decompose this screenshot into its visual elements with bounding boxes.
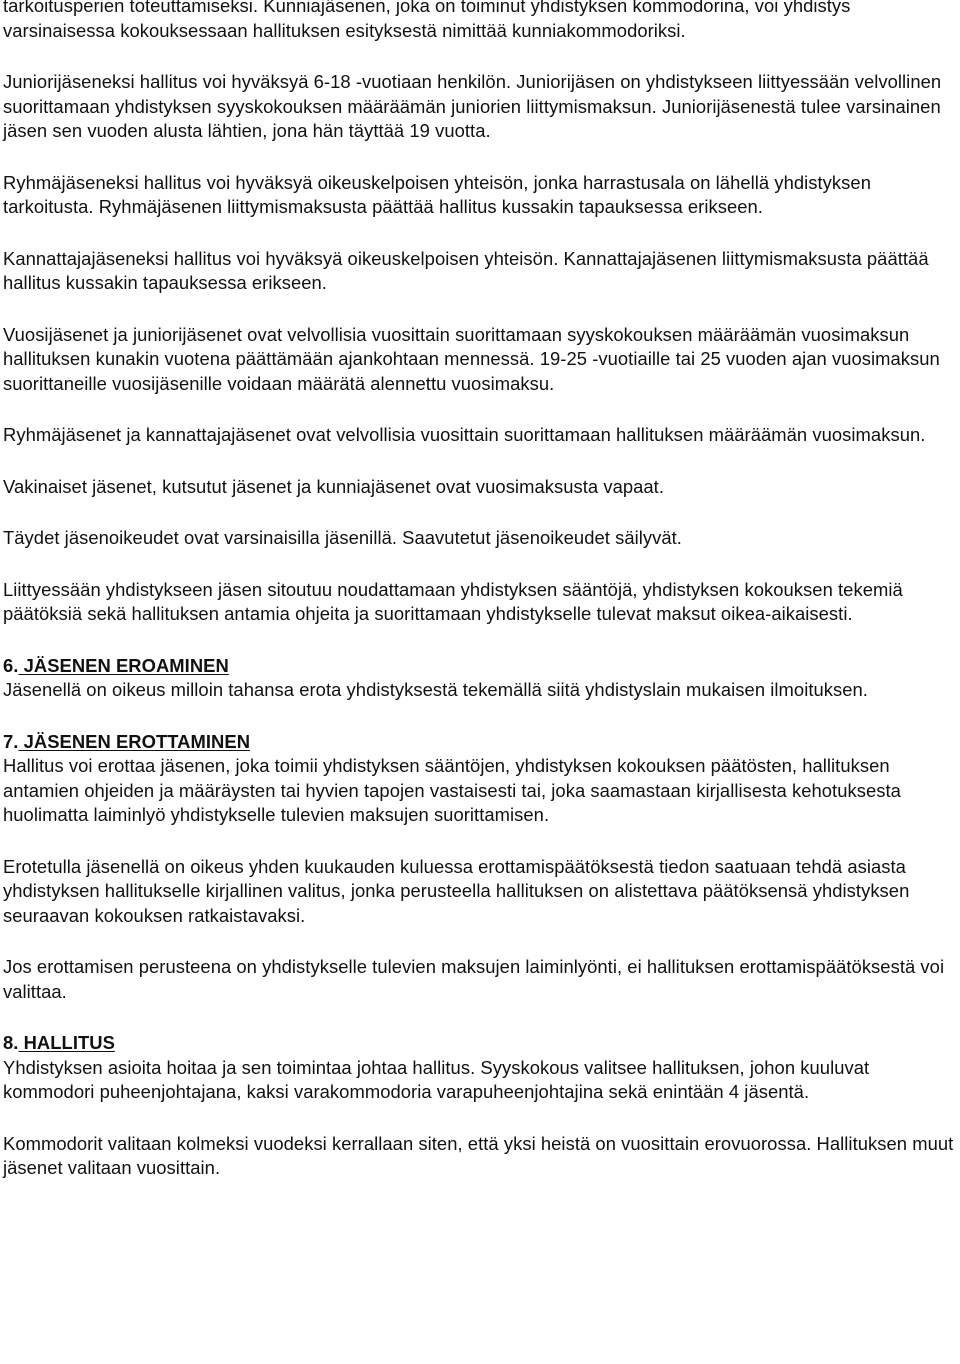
- section-heading: [3, 654, 959, 679]
- paragraph-fee-exemptions: Vakinaiset jäsenet, kutsutut jäsenet ja kunniajäsenet ovat vuosimaksusta vapaat.: [3, 475, 665, 497]
- document-page: [3, 0, 959, 1208]
- section-paragraph: Jäsenellä on oikeus milloin tahansa erota yhdistyksestä tekemällä siitä yhdistyslain mukaisen ilmoituksen.: [3, 679, 868, 700]
- section-number: 6.: [3, 654, 19, 676]
- section-board: [3, 1031, 959, 1181]
- section-paragraph: Hallitus voi erottaa jäsenen, joka toimii yhdistyksen sääntöjen, yhdistyksen kokouksen päätösten, hallituksen antamien ohjeiden ja määräysten tai hyvien tapojen vastaisesti tai, joka saamastaan kirjallisesta kehotuksesta huolimatta laiminlyö yhdistykselle tulevien maksujen suorittamisen.: [3, 755, 901, 825]
- section-expulsion: [3, 730, 959, 1005]
- section-paragraph: Yhdistyksen asioita hoitaa ja sen toimintaa johtaa hallitus. Syyskokous valitsee hallituksen, johon kuuluvat kommodori puheenjohtajana, kaksi varakommodoria varapuheenjohtajina sekä enintään 4 jäsentä.: [3, 1056, 870, 1102]
- section-resignation: [3, 654, 959, 703]
- paragraph-group-fees: Ryhmäjäsenet ja kannattajajäsenet ovat velvollisia vuosittain suorittamaan hallituksen määräämän vuosimaksun.: [3, 424, 926, 445]
- section-title: HALLITUS: [18, 1032, 115, 1053]
- paragraph-group-members: Ryhmäjäseneksi hallitus voi hyväksyä oikeuskelpoisen yhteisön, jonka harrastusala on lähellä yhdistyksen tarkoitusta. Ryhmäjäsenen liittymismaksusta päättää hallitus kussakin tapauksessa erikseen.: [3, 171, 871, 217]
- paragraph-junior-members: Juniorijäseneksi hallitus voi hyväksyä 6-18 -vuotiaan henkilön. Juniorijäsen on yhdistykseen liittyessään velvollinen suorittamaan yhdistyksen syyskokouksen määräämän juniorien liittymismaksun. Juniorijäsenestä tulee varsinainen jäsen sen vuoden alusta lähtien, jona hän täyttää 19 vuotta.: [3, 71, 942, 141]
- paragraph-honorary-members: tarkoitusperien toteuttamiseksi. Kunniajäsenen, joka on toiminut yhdistyksen kommodorina, voi yhdistys varsinaisessa kokouksessaan hallituksen esityksestä nimittää kunniakommodoriksi.: [3, 0, 851, 41]
- section-paragraph: Erotetulla jäsenellä on oikeus yhden kuukauden kuluessa erottamispäätöksestä tiedon saatuaan tehdä asiasta yhdistyksen hallitukselle kirjallinen valitus, jonka perusteella hallituksen on alistettava päätöksensä yhdistyksen seuraavan kokouksen ratkaistavaksi.: [3, 855, 910, 926]
- section-number: 7.: [3, 730, 19, 752]
- paragraph-supporting-members: Kannattajajäseneksi hallitus voi hyväksyä oikeuskelpoisen yhteisön. Kannattajajäsenen liittymismaksusta päättää hallitus kussakin tapauksessa erikseen.: [3, 247, 929, 293]
- section-paragraph: Kommodorit valitaan kolmeksi vuodeksi kerrallaan siten, että yksi heistä on vuosittain erovuorossa. Hallituksen muut jäsenet valitaan vuosittain.: [3, 1132, 954, 1178]
- paragraph-annual-fees: Vuosijäsenet ja juniorijäsenet ovat velvollisia vuosittain suorittamaan syyskokouksen määräämän vuosimaksun hallituksen kunakin vuotena päättämään ajankohtaan mennessä. 19-25 -vuotiaille tai 25 vuoden ajan vuosimaksun suorittaneille vuosijäsenille voidaan määrätä alennettu vuosimaksu.: [3, 323, 940, 394]
- paragraph-member-rights: Täydet jäsenoikeudet ovat varsinaisilla jäsenillä. Saavutetut jäsenoikeudet säilyvät.: [3, 527, 682, 548]
- section-title: JÄSENEN EROAMINEN: [18, 654, 229, 676]
- section-paragraph: Jos erottamisen perusteena on yhdistykselle tulevien maksujen laiminlyönti, ei hallituksen erottamispäätöksestä voi valittaa.: [3, 956, 945, 1002]
- section-number: 8.: [3, 1032, 19, 1053]
- section-heading: [3, 730, 959, 755]
- section-heading: [3, 1031, 959, 1056]
- section-title: JÄSENEN EROTTAMINEN: [18, 730, 251, 752]
- paragraph-member-obligations: Liittyessään yhdistykseen jäsen sitoutuu noudattamaan yhdistyksen sääntöjä, yhdistyksen kokouksen tekemiä päätöksiä sekä hallituksen antamia ohjeita ja suorittamaan yhdistykselle tulevat maksut oikea-aikaisesti.: [3, 578, 903, 624]
